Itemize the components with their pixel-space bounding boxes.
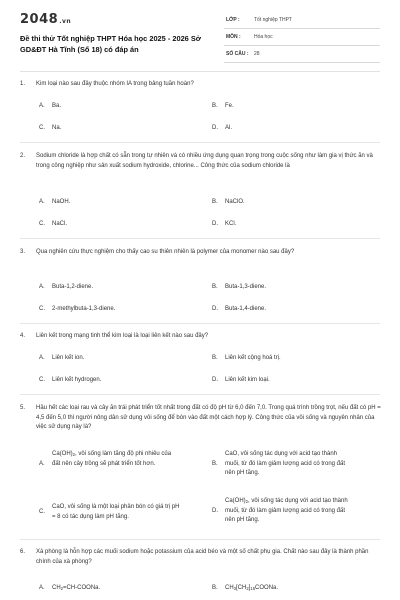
option-body: , vôi sống tác dụng với acid tạo thành muối, từ đó làm giảm lượng acid có trong đất nên pH tăng. xyxy=(225,498,348,524)
formula-part: CH xyxy=(52,585,61,591)
formula-subscript: 2 xyxy=(72,452,76,457)
meta-class-label: LỚP : xyxy=(226,17,240,23)
question-number: 6. xyxy=(20,549,26,555)
meta-class-value: Tốt nghiệp THPT xyxy=(254,17,292,23)
option-letter: D. xyxy=(212,508,218,514)
question-separator xyxy=(20,394,380,395)
option-letter: B. xyxy=(212,585,218,591)
option-text: CaO, vôi sống là một loại phân bón có giá trị pH = 8 có tác dụng làm pH tăng. xyxy=(52,504,180,520)
option-letter: A. xyxy=(39,585,45,591)
option-letter: C. xyxy=(39,221,45,227)
option-letter: D. xyxy=(212,306,218,312)
question-number: 3. xyxy=(20,249,26,255)
meta-subject-label: MÔN : xyxy=(226,34,241,40)
option-text: Liên kết hydrogen. xyxy=(52,377,102,383)
option-text xyxy=(52,450,180,469)
option-body: , vôi sống làm tăng độ phi nhiêu của đất nên cây trồng sẽ phát triển tốt hơn. xyxy=(52,451,172,467)
question-text: Hầu hết các loại rau và cây ăn trái phát triển tốt nhất trong đất có độ pH từ 6,0 đến 7,0. Trong quá trình trồng trọt, nếu đất có pH = 4,5 đến 5,0 thì người nông dân sử dụng vôi sống để bón vào đất một cách hợp lý. Công thức của vôi sống và nguyên nhân của việc sử dụng này là? xyxy=(36,405,381,431)
option-letter: A. xyxy=(39,103,45,109)
option-letter: B. xyxy=(212,461,218,467)
option-text: Buta-1,3-diene. xyxy=(225,284,267,290)
exam-meta xyxy=(224,12,380,63)
option-text: NaOH. xyxy=(52,199,71,205)
question-number: 2. xyxy=(20,153,26,159)
option-text: Liên kết ion. xyxy=(52,355,85,361)
option-text: Ba. xyxy=(52,103,62,109)
header-divider xyxy=(20,71,380,72)
formula-subscript: 2 xyxy=(60,586,64,591)
formula-subscript: 15 xyxy=(250,586,256,591)
option-text: Liên kết kim loại. xyxy=(225,377,270,383)
question-text: Qua nghiên cứu thực nghiệm cho thấy cao su thiên nhiên là polymer của monomer nào sau đây? xyxy=(36,249,295,255)
option-text xyxy=(225,584,278,594)
exam-header xyxy=(0,0,400,72)
question-separator xyxy=(20,323,380,324)
option-text: Fe. xyxy=(225,103,234,109)
option-text xyxy=(52,584,100,594)
question-separator xyxy=(20,142,380,143)
question-text: Xà phòng là hỗn hợp các muối sodium hoặc potassium của acid béo và một số chất phụ gia. Chất nào sau đây là thành phần chính của xà phòng? xyxy=(36,549,369,565)
option-text: Liên kết cộng hoá trị. xyxy=(225,355,281,361)
formula-part: Ca(OH) xyxy=(225,498,246,504)
formula-subscript: 3 xyxy=(233,586,237,591)
option-letter: D. xyxy=(212,221,218,227)
option-letter: B. xyxy=(212,284,218,290)
question-text: Liên kết trong mạng tinh thể kim loại là loại liên kết nào sau đây? xyxy=(36,333,209,339)
formula-part: ] xyxy=(248,585,251,591)
formula-subscript: 2 xyxy=(245,499,249,504)
site-logo[interactable] xyxy=(20,12,71,27)
logo-text: 2048 xyxy=(20,12,59,27)
meta-count xyxy=(224,46,380,63)
meta-count-label: SỐ CÂU : xyxy=(226,51,249,57)
option-letter: A. xyxy=(39,199,45,205)
option-text: Buta-1,4-diene. xyxy=(225,306,267,312)
option-text: KCl. xyxy=(225,221,237,227)
option-text: Buta-1,2-diene. xyxy=(52,284,94,290)
meta-class xyxy=(224,12,380,29)
question-number: 5. xyxy=(20,405,26,411)
option-body: =CH-COONa. xyxy=(63,585,101,591)
question-separator xyxy=(20,238,380,239)
formula-part: CH xyxy=(225,585,234,591)
option-letter: B. xyxy=(212,103,218,109)
formula-subscript: 2 xyxy=(246,586,249,591)
question-number: 4. xyxy=(20,333,26,339)
option-letter: C. xyxy=(39,125,45,131)
option-letter: D. xyxy=(212,125,218,131)
meta-count-value: 28 xyxy=(254,51,260,57)
option-text: NaCl. xyxy=(52,221,68,227)
option-letter: C. xyxy=(39,306,45,312)
option-letter: C. xyxy=(39,377,45,383)
option-letter: A. xyxy=(39,284,45,290)
question-separator xyxy=(20,539,380,540)
option-letter: C. xyxy=(39,509,45,515)
question-text: Kim loại nào sau đây thuộc nhóm IA trong bảng tuần hoàn? xyxy=(36,81,194,87)
option-text: 2-methylbuta-1,3-diene. xyxy=(52,306,116,312)
option-text: CaO, vôi sống tác dụng với acid tạo thành muối, từ đó làm giảm lượng acid có trong đất nên pH tăng. xyxy=(225,451,346,477)
option-text: Al. xyxy=(225,125,233,131)
question-number: 1. xyxy=(20,81,26,87)
option-text: Na. xyxy=(52,125,62,131)
option-letter: B. xyxy=(212,199,218,205)
meta-subject xyxy=(224,29,380,46)
logo-suffix: .vn xyxy=(59,18,72,25)
exam-title: Đề thi thử Tốt nghiệp THPT Hóa học 2025 - 2026 Sở GD&ĐT Hà Tĩnh (Số 18) có đáp án xyxy=(20,34,202,54)
formula-part: [CH xyxy=(236,585,247,591)
option-text: NaClO. xyxy=(225,199,245,205)
option-text xyxy=(225,497,353,526)
formula-part: Ca(OH) xyxy=(52,451,73,457)
option-body: COONa. xyxy=(255,585,279,591)
option-letter: A. xyxy=(39,355,45,361)
question-text: Sodium chloride là hợp chất có sẵn trong tự nhiên và có nhiều ứng dụng quan trọng trong cuộc sống như làm gia vị thức ăn và trong công nghiệp như sản xuất sodium hydroxide, chlorine... Công thức của sodium chloride là xyxy=(36,153,373,169)
option-letter: A. xyxy=(39,461,45,467)
meta-subject-value: Hóa học xyxy=(254,34,273,40)
option-letter: D. xyxy=(212,377,218,383)
option-letter: B. xyxy=(212,355,218,361)
